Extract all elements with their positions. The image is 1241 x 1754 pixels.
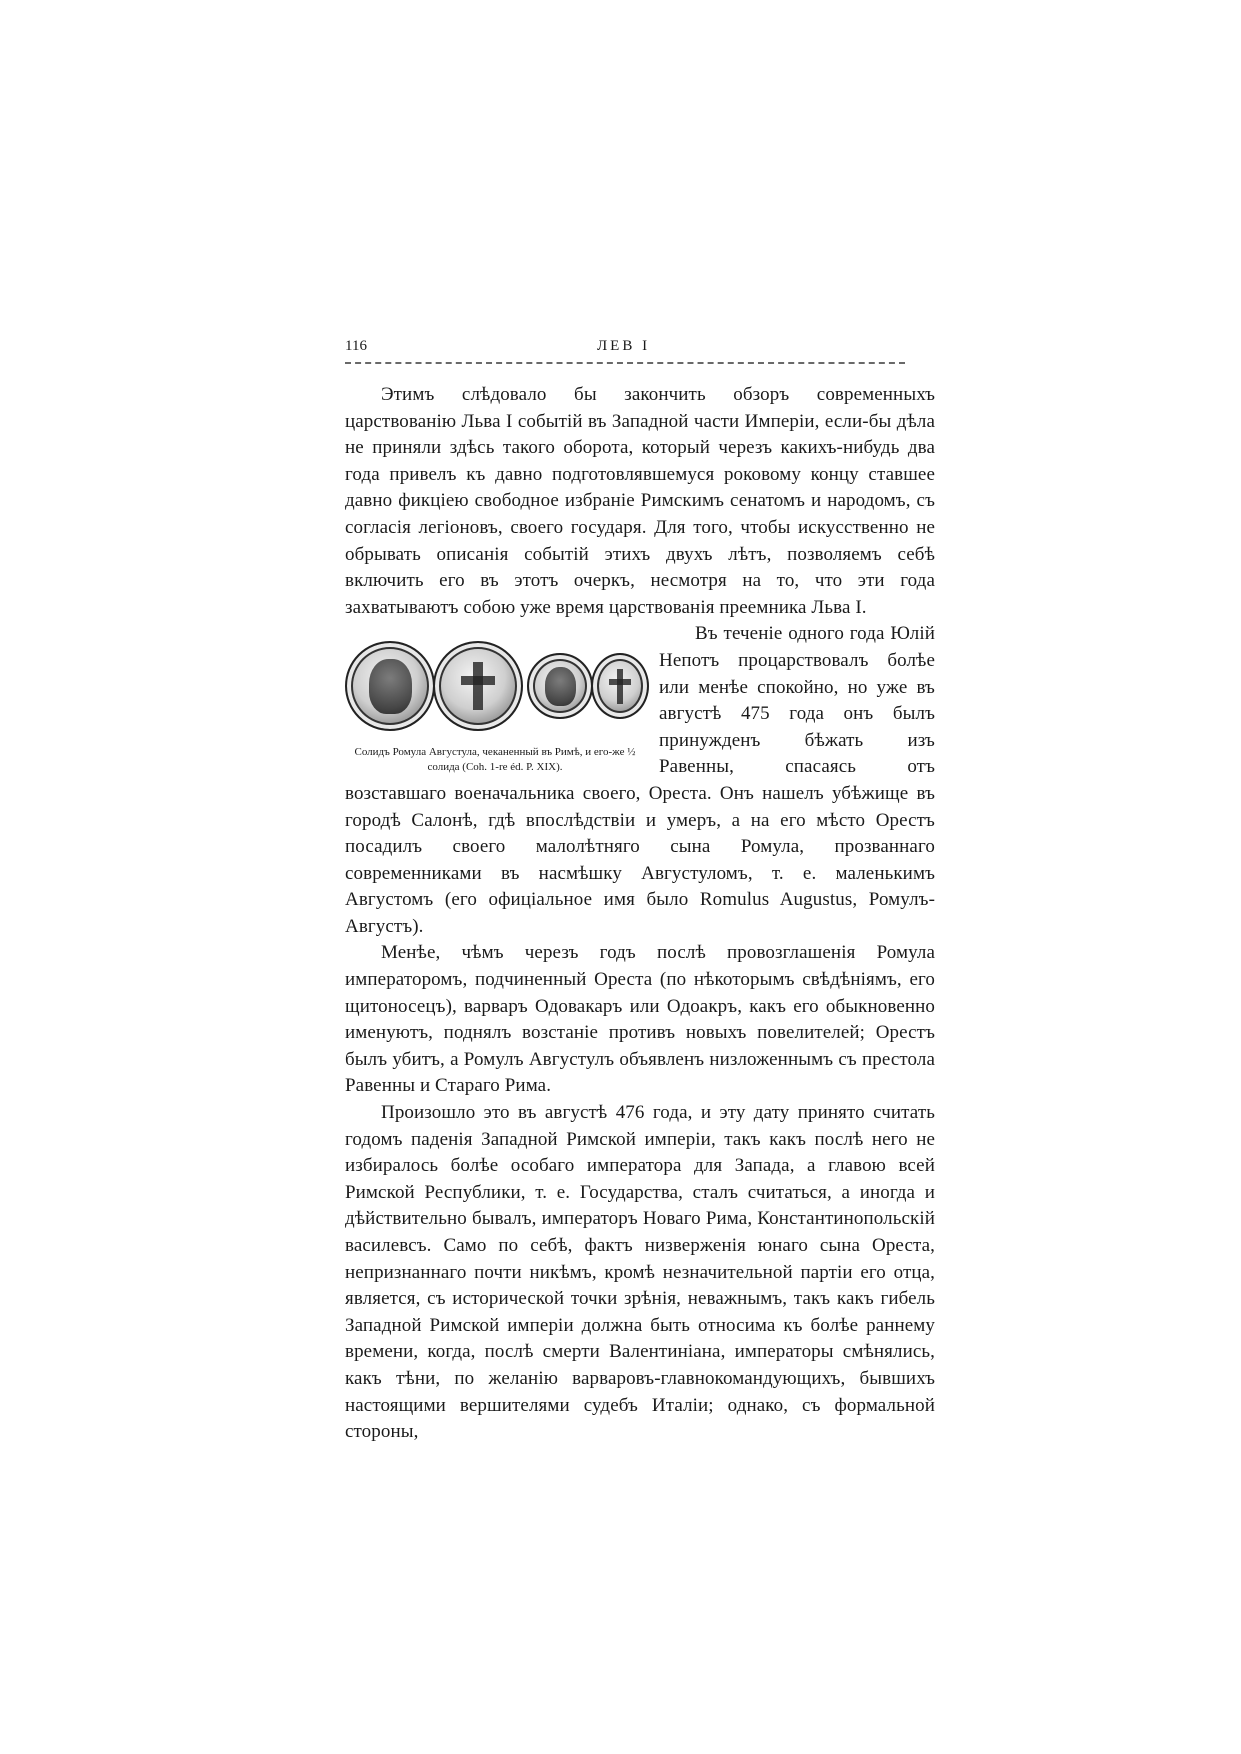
running-title: ЛЕВ I [597, 338, 651, 354]
coin-figure [345, 631, 645, 775]
coin-obverse-small-image [527, 653, 593, 719]
page-header [345, 334, 935, 360]
coin-reverse-small-image [591, 653, 649, 719]
paragraph-1: Этимъ слѣдовало бы закончить обзоръ современныхъ царствованію Льва I событій въ Западной части Имперіи, если-бы дѣла не приняли здѣсь такого оборота, который черезъ какихъ-нибудь два года привелъ къ давно подготовлявшемуся роковому концу ставшее давно фикціею свободное избраніе Римскимъ сенатомъ и народомъ, съ согласія легіоновъ, своего государя. Для того, чтобы искусственно не обрывать описанія событій этихъ двухъ лѣтъ, позволяемъ себѣ включить его въ этотъ очеркъ, несмотря на то, что эти года захватываютъ собою уже время царствованія преемника Льва I. [345, 384, 935, 618]
figure-caption: Солидъ Ромула Августула, чеканенный въ Римѣ, и его-же ½ солида (Coh. 1-re éd. P. XIX). [354, 746, 636, 774]
paragraph-4: Произошло это въ августѣ 476 года, и эту дату принято считать годомъ паденія Западной Римской имперіи, такъ какъ послѣ него не избиралось болѣе особаго императора для Запада, а главою всей Римской Республики, т. е. Государства, сталъ считаться, а иногда и дѣйствительно бывалъ, императоръ Новаго Рима, Константинопольскій василевсъ. Само по себѣ, фактъ низверженія юнаго сына Ореста, непризнаннаго почти никѣмъ, кромѣ незначительной партіи его отца, является, съ исторической точки зрѣнія, неважнымъ, такъ какъ гибель Западной Римской имперіи должна быть относима къ болѣе раннему времени, когда, послѣ смерти Валентиніана, императоры смѣнялись, какъ тѣни, по желанію варваровъ-главнокомандующихъ, бывшихъ настоящими вершителями судебъ Италіи; однако, съ формальной стороны, [345, 1102, 935, 1443]
coin-reverse-large-image [433, 641, 523, 731]
coin-images [345, 631, 645, 741]
paragraph-2: Въ теченіе одного года Юлій Непотъ процарствовалъ болѣе или менѣе спокойно, но уже въ августѣ 475 года онъ былъ принужденъ бѣжать изъ Равенны, спасаясь отъ возставшаго военачальника своего, Ореста. Онъ нашелъ убѣжище въ городѣ Салонѣ, гдѣ впослѣдствіи и умеръ, а на его мѣсто Орестъ посадилъ своего малолѣтняго сына Ромула, прозваннаго современниками въ насмѣшку Августуломъ, т. е. маленькимъ Августомъ (его офиціальное имя было Romulus Augustus, Ромулъ-Августъ). [345, 623, 935, 937]
coin-obverse-large-image [345, 641, 435, 731]
header-rule [345, 362, 905, 364]
book-page [345, 334, 935, 1443]
paragraph-3: Менѣе, чѣмъ черезъ годъ послѣ провозглашенія Ромула императоромъ, подчиненный Ореста (по нѣкоторымъ свѣдѣніямъ, его щитоносецъ), варваръ Одовакаръ или Одоакръ, какъ его обыкновенно именуютъ, поднялъ возстаніе противъ новыхъ повелителей; Орестъ былъ убитъ, а Ромулъ Августулъ объявленъ низложеннымъ съ престола Равенны и Стараго Рима. [345, 942, 935, 1097]
paragraph-2-block [345, 621, 935, 940]
page-number: 116 [345, 338, 367, 354]
